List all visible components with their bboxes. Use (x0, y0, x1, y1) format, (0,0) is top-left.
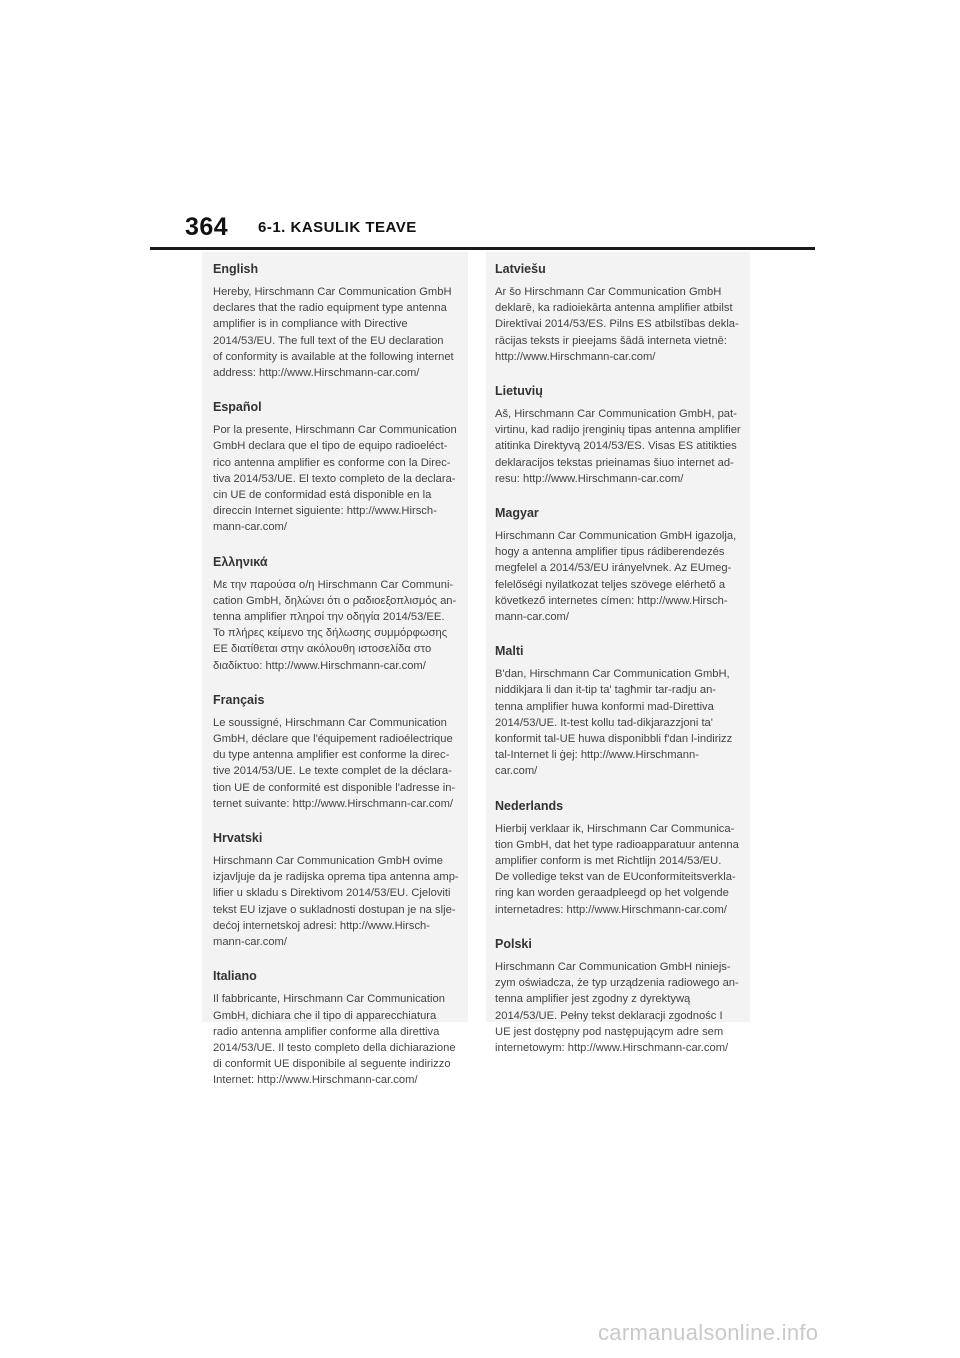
section-body: Ar šo Hirschmann Car Communication GmbH deklarē, ka radioiekārta antenna amplifier atbilst Direktīvai 2014/53/ES. Pilns ES atbilstības dekla- rācijas teksts ir pieejams šādā interneta vietnē: http://www.Hirschmann-car.com/ (495, 286, 739, 363)
section-italiano (213, 968, 471, 1088)
section-body: Με την παρούσα ο/η Hirschmann Car Communi- cation GmbH, δηλώνει ότι ο ραδιοεξοπλισμός an- tenna amplifier πληροί την οδηγία 2014/53/ΕΕ. Το πλήρες κείμενο της δήλωσης συμμόρφωσης ΕΕ διατίθεται στην ακόλουθη ιστοσελίδα στο διαδίκτυο: http://www.Hirschmann-car.com/ (213, 578, 457, 672)
section-heading: Ελληνικά (213, 554, 268, 569)
chapter-title: 6-1. KASULIK TEAVE (258, 219, 417, 236)
section-body: Hierbij verklaar ik, Hirschmann Car Communica- tion GmbH, dat het type radioapparatuur antenna amplifier conform is met Richtlijn 2014/53/EU. De volledige tekst van de EUconformiteitsverkla- ring kan worden geraadpleegd op het volgende internetadres: http://www.Hirschmann-car.com/ (495, 822, 739, 916)
section-heading: Français (213, 692, 265, 707)
section-heading: Polski (495, 936, 532, 951)
section-francais (213, 692, 471, 812)
section-body: Aš, Hirschmann Car Communication GmbH, pat- virtinu, kad radijo įrenginių tipas antenna amplifier atitinka Direktyvą 2014/53/ES. Visas ES atitikties deklaracijos tekstas prieinamas šiuo internet ad- resu: http://www.Hirschmann-car.com/ (495, 408, 741, 485)
section-heading: Lietuvių (495, 384, 543, 399)
section-espanol (213, 399, 471, 535)
section-magyar (495, 505, 753, 625)
section-body: Il fabbricante, Hirschmann Car Communication GmbH, dichiara che il tipo di apparecchiatura radio antenna amplifier conforme alla direttiva 2014/53/UE. Il testo completo della dichiarazione di conformit UE disponibile al seguente indirizzo Internet: http://www.Hirschmann-car.com/ (213, 993, 456, 1087)
left-column (213, 261, 471, 1107)
page-header (150, 213, 815, 250)
section-nederlands (495, 798, 753, 918)
section-heading: Italiano (213, 969, 257, 984)
section-heading: Magyar (495, 506, 539, 521)
watermark: carmanualsonline.info (598, 1320, 819, 1345)
section-body: Hereby, Hirschmann Car Communication GmbH declares that the radio equipment type antenna amplifier is in compliance with Directive 2014/53/EU. The full text of the EU declaration of conformity is available at the following internet address: http://www.Hirschmann-car.com/ (213, 286, 454, 380)
right-column (495, 261, 753, 1074)
section-body: Por la presente, Hirschmann Car Communication GmbH declara que el tipo de equipo radioeléct- rico antenna amplifier es conforme con la Direc- tiva 2014/53/UE. El texto completo de la declara- cin UE de conformidad está disponible en la direccin Internet siguiente: http://www.Hirsch- mann-car.com/ (213, 424, 457, 534)
section-body: Hirschmann Car Communication GmbH niniejs- zym oświadcza, że typ urządzenia radiowego an- tenna amplifier jest zgodny z dyrektywą 2014/53/UE. Pełny tekst deklaracji zgodnośc I UE jest dostępny pod następującym adre sem internetowym: http://www.Hirschmann-car.com/ (495, 960, 739, 1054)
section-malti (495, 643, 753, 779)
section-body: B'dan, Hirschmann Car Communication GmbH, niddikjara li dan it-tip ta' tagħmir tar-radju an- tenna amplifier huwa konformi mad-Direttiva 2014/53/UE. It-test kollu tad-dikjarazzjoni ta' konformit tal-UE huwa disponibbli f'dan l-indirizz tal-Internet li ġej: http://www.Hirschmann- car.com/ (495, 668, 733, 778)
page-number: 364 (185, 213, 229, 241)
section-english (213, 261, 471, 381)
section-latviesu (495, 261, 753, 365)
section-body: Hirschmann Car Communication GmbH igazolja, hogy a antenna amplifier tipus rádiberendezés megfelel a 2014/53/EU irányelvnek. Az EUmeg- felelőségi nyilatkozat teljes szövege elérhető a következő internetes címen: http://www.Hirsch- mann-car.com/ (495, 530, 737, 624)
section-heading: Hrvatski (213, 831, 263, 846)
section-polski (495, 936, 753, 1056)
section-heading: Español (213, 400, 262, 415)
section-heading: Nederlands (495, 798, 564, 813)
section-heading: Latviešu (495, 262, 546, 276)
section-heading: Malti (495, 644, 524, 659)
section-body: Hirschmann Car Communication GmbH ovime izjavljuje da je radijska oprema tipa antenna amp- lifier u skladu s Direktivom 2014/53/EU. Cjeloviti tekst EU izjave o sukladnosti dostupan je na slje- dećoj internetskoj adresi: http://www.Hirsch- mann-car.com/ (213, 855, 459, 949)
section-heading: English (213, 262, 259, 276)
section-lietuviu (495, 383, 753, 487)
section-greek (213, 554, 471, 674)
section-hrvatski (213, 830, 471, 950)
section-body: Le soussigné, Hirschmann Car Communication GmbH, déclare que l'équipement radioélectrique du type antenna amplifier est conforme la direc- tive 2014/53/UE. Le texte complet de la déclara- tion UE de conformité est disponible l'adresse in- ternet suivante: http://www.Hirschmann-car.com/ (213, 716, 456, 810)
